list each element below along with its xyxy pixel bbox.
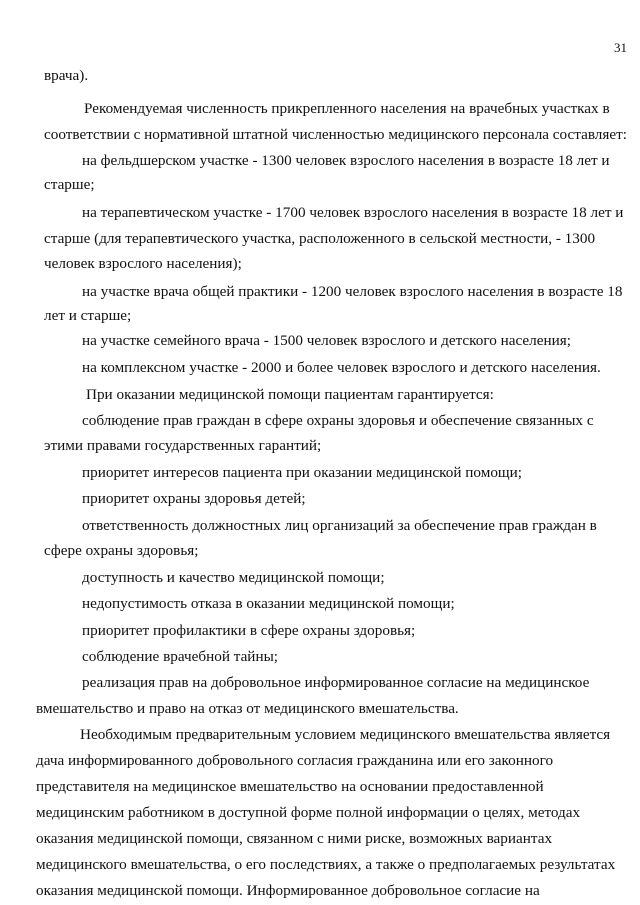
text-line: вмешательство и право на отказ от медицинского вмешательства. [36, 700, 459, 717]
text-line: человек взрослого населения); [44, 255, 242, 272]
text-line: на участке семейного врача - 1500 человек взрослого и детского населения; [82, 332, 571, 349]
text-line: старше (для терапевтического участка, расположенного в сельской местности, - 1300 [44, 230, 596, 247]
text-line: представителя на медицинское вмешательство на основании предоставленной [36, 778, 544, 795]
text-line: оказания медицинской помощи, связанном с ними риске, возможных вариантах [36, 830, 553, 847]
text-line: на комплексном участке - 2000 и более человек взрослого и детского населения. [82, 359, 601, 376]
text-line: Необходимым предварительным условием медицинского вмешательства является [80, 726, 611, 743]
text-line: приоритет интересов пациента при оказании медицинской помощи; [82, 464, 522, 481]
text-line: сфере охраны здоровья; [44, 542, 199, 559]
text-line: Рекомендуемая численность прикрепленного населения на врачебных участках в [84, 100, 610, 117]
text-line: соблюдение прав граждан в сфере охраны здоровья и обеспечение связанных с [82, 412, 594, 429]
text-line: недопустимость отказа в оказании медицинской помощи; [82, 595, 455, 612]
text-line: ответственность должностных лиц организаций за обеспечение прав граждан в [82, 517, 597, 534]
text-line: соблюдение врачебной тайны; [82, 648, 278, 665]
text-line: на участке врача общей практики - 1200 человек взрослого населения в возрасте 18 [82, 283, 623, 300]
text-line: дача информированного добровольного согласия гражданина или его законного [36, 752, 554, 769]
text-line: приоритет профилактики в сфере охраны здоровья; [82, 622, 416, 639]
text-line: этими правами государственных гарантий; [44, 437, 322, 454]
text-line: реализация прав на добровольное информированное согласие на медицинское [82, 674, 590, 691]
text-line: врача). [44, 67, 89, 84]
page-number: 31 [614, 40, 627, 55]
text-line: лет и старше; [44, 307, 132, 324]
text-line: медицинского вмешательства, о его последствиях, а также о предполагаемых результатах [36, 856, 616, 873]
text-line: доступность и качество медицинской помощи; [82, 569, 385, 586]
text-line: приоритет охраны здоровья детей; [82, 490, 306, 507]
text-line: старше; [44, 176, 95, 193]
text-line: соответствии с нормативной штатной численностью медицинского персонала составляет: [44, 126, 627, 143]
text-line: на терапевтическом участке - 1700 человек взрослого населения в возрасте 18 лет и [82, 204, 624, 221]
text-line: медицинским работником в доступной форме полной информации о целях, методах [36, 804, 581, 821]
text-line: При оказании медицинской помощи пациентам гарантируется: [86, 386, 494, 403]
text-line: на фельдшерском участке - 1300 человек взрослого населения в возрасте 18 лет и [82, 152, 610, 169]
text-line: оказания медицинской помощи. Информированное добровольное согласие на [36, 882, 540, 899]
